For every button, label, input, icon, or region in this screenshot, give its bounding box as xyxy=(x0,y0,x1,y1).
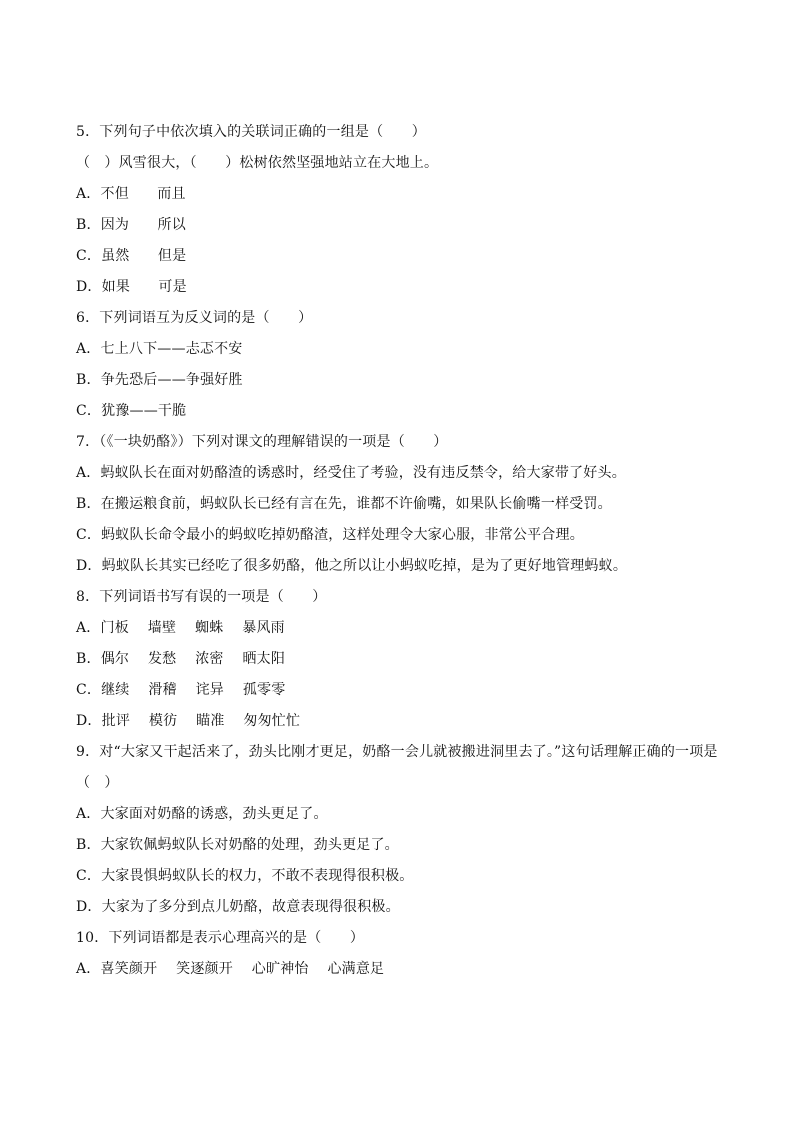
option-d: D．大家为了多分到点儿奶酪，故意表现得很积极。 xyxy=(76,899,400,915)
option-d: D．蚂蚁队长其实已经吃了很多奶酪，他之所以让小蚂蚁吃掉，是为了更好地管理蚂蚁。 xyxy=(76,558,628,574)
option-c: C．继续 滑稽 诧异 孤零零 xyxy=(76,682,286,698)
option-b: B．争先恐后——争强好胜 xyxy=(76,372,243,388)
question-5 xyxy=(76,117,726,303)
question-stem: 5．下列句子中依次填入的关联词正确的一组是（ ） xyxy=(76,124,426,140)
question-9 xyxy=(76,737,726,923)
option-c: C．蚂蚁队长命令最小的蚂蚁吃掉奶酪渣，这样处理令大家心服，非常公平合理。 xyxy=(76,527,584,543)
option-a: A．七上八下——忐忑不安 xyxy=(76,341,243,357)
question-stem: 8．下列词语书写有误的一项是（ ） xyxy=(76,589,327,605)
option-b: B．偶尔 发愁 浓密 晒太阳 xyxy=(76,651,286,667)
option-c: C．犹豫——干脆 xyxy=(76,403,187,419)
option-a: A．不但 而且 xyxy=(76,186,186,202)
option-b: B．大家钦佩蚂蚁队长对奶酪的处理，劲头更足了。 xyxy=(76,837,399,853)
question-10 xyxy=(76,923,726,985)
option-b: B．因为 所以 xyxy=(76,217,186,233)
question-stem: 10．下列词语都是表示心理高兴的是（ ） xyxy=(76,930,365,946)
question-7 xyxy=(76,427,726,582)
question-6 xyxy=(76,303,726,427)
question-sentence: （ ）风雪很大，（ ）松树依然坚强地站立在大地上。 xyxy=(76,155,439,171)
option-a: A．大家面对奶酪的诱惑，劲头更足了。 xyxy=(76,806,328,822)
question-stem: 7．（《一块奶酪》）下列对课文的理解错误的一项是（ ） xyxy=(76,434,448,450)
option-a: A．蚂蚁队长在面对奶酪渣的诱惑时，经受住了考验，没有违反禁令，给大家带了好头。 xyxy=(76,465,626,481)
question-stem: 9．对“大家又干起活来了，劲头比刚才更足，奶酪一会儿就被搬进洞里去了。”这句话理解正确的一项是（ ） xyxy=(76,744,718,791)
option-d: D．如果 可是 xyxy=(76,279,187,295)
question-list xyxy=(76,117,726,985)
option-c: C．大家畏惧蚂蚁队长的权力，不敢不表现得很积极。 xyxy=(76,868,414,884)
option-a: A．门板 墙壁 蜘蛛 暴风雨 xyxy=(76,620,285,636)
option-c: C．虽然 但是 xyxy=(76,248,187,264)
question-8 xyxy=(76,582,726,737)
option-a: A．喜笑颜开 笑逐颜开 心旷神怡 心满意足 xyxy=(76,961,385,977)
option-b: B．在搬运粮食前，蚂蚁队长已经有言在先，谁都不许偷嘴，如果队长偷嘴一样受罚。 xyxy=(76,496,612,512)
question-stem: 6．下列词语互为反义词的是（ ） xyxy=(76,310,313,326)
option-d: D．批评 模彷 瞄准 匆匆忙忙 xyxy=(76,713,301,729)
